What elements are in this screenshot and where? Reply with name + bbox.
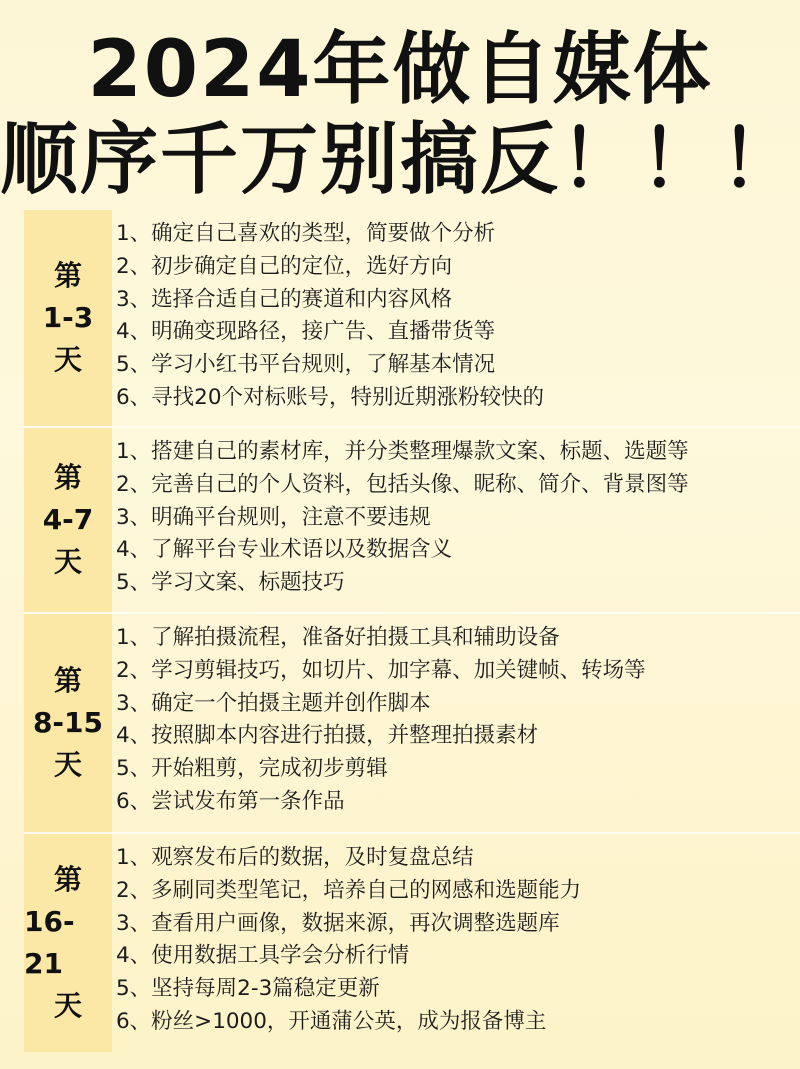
section-label-suffix: 天	[53, 545, 82, 578]
section-items	[112, 834, 800, 1052]
section-label-prefix: 第	[53, 863, 82, 896]
section-label	[24, 428, 112, 612]
list-item: 5、学习小红书平台规则，了解基本情况	[116, 352, 496, 378]
list-item: 5、学习文案、标题技巧	[116, 570, 345, 596]
list-item: 4、使用数据工具学会分析行情	[116, 943, 410, 969]
list-item: 2、学习剪辑技巧，如切片、加字幕、加关键帧、转场等	[116, 657, 646, 683]
list-item: 2、完善自己的个人资料，包括头像、昵称、简介、背景图等	[116, 471, 689, 497]
list-item: 3、明确平台规则，注意不要违规	[116, 504, 431, 530]
list-item: 6、尝试发布第一条作品	[116, 788, 345, 814]
section-day-16-21	[24, 834, 800, 1052]
section-label-range: 16-21	[24, 905, 75, 980]
list-item: 2、初步确定自己的定位，选好方向	[116, 253, 453, 279]
section-label-prefix: 第	[53, 664, 82, 697]
section-label-suffix: 天	[53, 343, 82, 376]
list-item: 1、确定自己喜欢的类型，简要做个分析	[116, 221, 496, 246]
section-label-suffix: 天	[53, 748, 82, 781]
section-label	[24, 210, 112, 426]
section-items	[112, 614, 800, 832]
schedule-list	[24, 210, 800, 1052]
list-item: 3、查看用户画像，数据来源，再次调整选题库	[116, 910, 560, 936]
section-day-4-7	[24, 428, 800, 614]
list-item: 3、选择合适自己的赛道和内容风格	[116, 286, 453, 312]
list-item: 2、多刷同类型笔记，培养自己的网感和选题能力	[116, 877, 582, 903]
section-label-prefix: 第	[53, 259, 82, 292]
list-item: 6、粉丝>1000，开通蒲公英，成为报备博主	[116, 1008, 547, 1034]
page-title-line-1: 2024年做自媒体	[87, 25, 713, 115]
section-day-1-3	[24, 210, 800, 428]
list-item: 6、寻找20个对标账号，特别近期涨粉较快的	[116, 384, 545, 410]
list-item: 4、按照脚本内容进行拍摄，并整理拍摄素材	[116, 723, 539, 749]
list-item: 5、开始粗剪，完成初步剪辑	[116, 756, 388, 782]
section-label	[24, 834, 112, 1052]
list-item: 1、观察发布后的数据，及时复盘总结	[116, 845, 474, 870]
section-label	[24, 614, 112, 832]
section-label-range: 4-7	[42, 503, 94, 536]
section-label-prefix: 第	[53, 461, 82, 494]
section-label-range: 8-15	[32, 706, 104, 739]
list-item: 4、明确变现路径，接广告、直播带货等	[116, 319, 496, 345]
list-item: 1、了解拍摄流程，准备好拍摄工具和辅助设备	[116, 625, 560, 650]
section-items	[112, 428, 800, 612]
section-day-8-15	[24, 614, 800, 834]
list-item: 1、搭建自己的素材库，并分类整理爆款文案、标题、选题等	[116, 439, 689, 464]
list-item: 3、确定一个拍摄主题并创作脚本	[116, 690, 431, 716]
page-title-line-2: 顺序千万别搞反！！！	[0, 115, 800, 205]
section-label-range: 1-3	[42, 301, 94, 334]
list-item: 5、坚持每周2-3篇稳定更新	[116, 976, 380, 1002]
list-item: 4、了解平台专业术语以及数据含义	[116, 537, 453, 563]
section-label-suffix: 天	[53, 989, 82, 1022]
section-items	[112, 210, 800, 426]
